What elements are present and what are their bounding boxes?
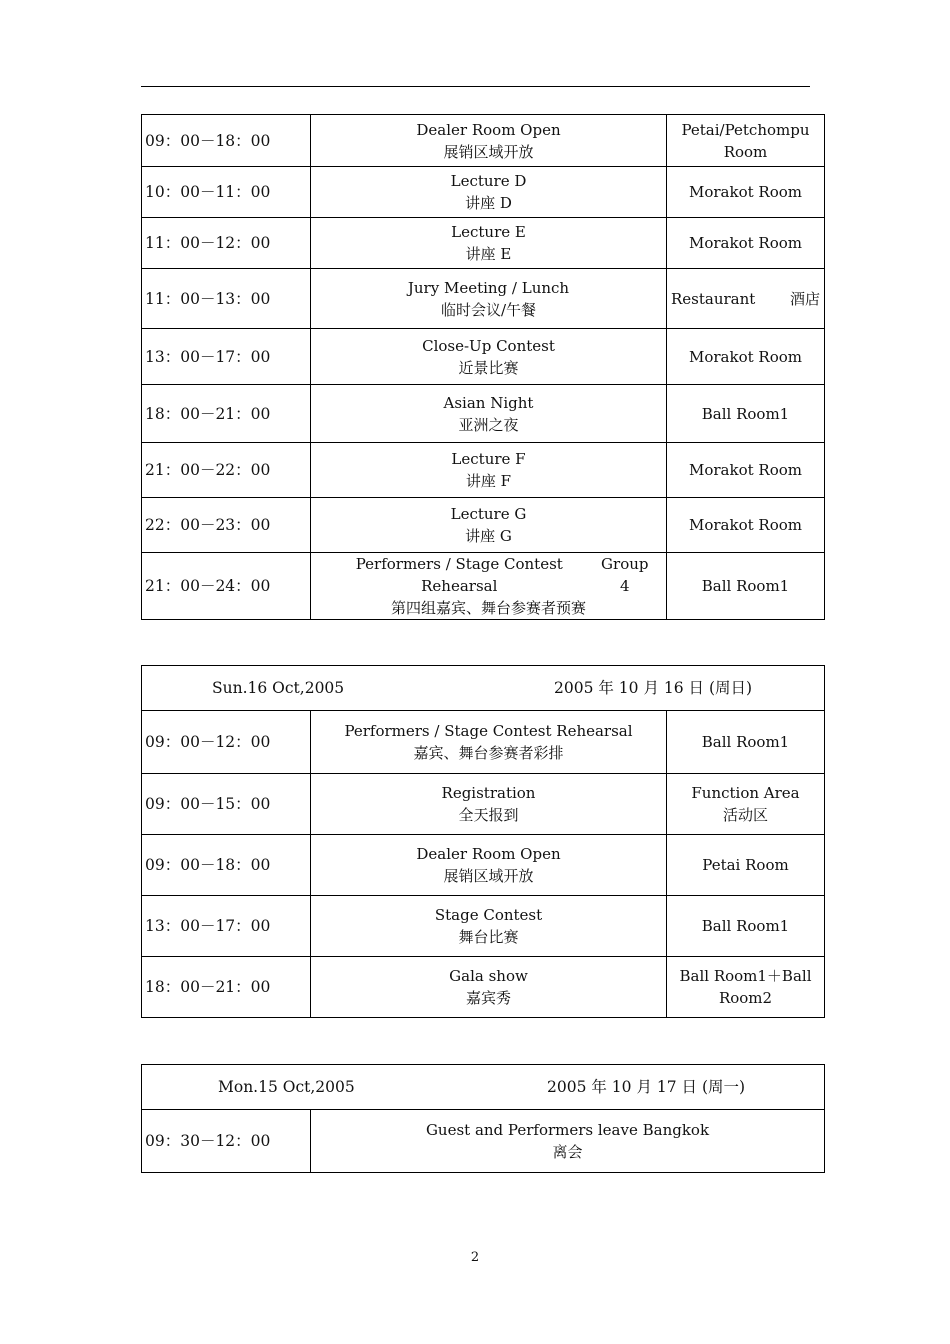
event-en: Gala show	[449, 967, 528, 985]
event-cell	[311, 115, 667, 167]
day-header-en: Mon.15 Oct,2005	[218, 1078, 355, 1096]
event-cn: 展销区域开放	[443, 142, 534, 161]
room-cell	[667, 115, 825, 167]
event-cell	[311, 835, 667, 896]
room-cell: Morakot Room	[667, 498, 825, 553]
header-rule	[141, 86, 810, 87]
schedule-table-day2	[141, 665, 825, 1018]
event-cn: 临时会议/午餐	[440, 300, 537, 319]
table-row	[142, 498, 825, 553]
event-en: Performers / Stage Contest Rehearsal	[344, 722, 633, 740]
event-cell	[311, 218, 667, 269]
room-cell	[667, 957, 825, 1018]
room-cell: Ball Room1	[667, 553, 825, 620]
room-line: Room	[723, 142, 768, 161]
room-cell: Ball Room1	[667, 896, 825, 957]
table-row	[142, 835, 825, 896]
event-cell	[311, 443, 667, 498]
event-cell	[311, 896, 667, 957]
event-cell	[311, 167, 667, 218]
room-cell: Ball Room1	[667, 385, 825, 443]
event-cell	[311, 385, 667, 443]
event-cell	[311, 329, 667, 385]
room-line: Function Area	[691, 784, 800, 802]
day-header-cn: 2005 年 10 月 16 日 (周日)	[554, 679, 753, 697]
room-cell	[667, 774, 825, 835]
room-cn: 酒店	[789, 289, 820, 308]
time-cell: 13：00－17：00	[142, 896, 311, 957]
table-row	[142, 443, 825, 498]
event-en: Lecture D	[450, 172, 527, 190]
event-cell	[311, 957, 667, 1018]
event-cn: 展销区域开放	[443, 867, 534, 885]
time-cell: 11：00－13：00	[142, 269, 311, 329]
table-row	[142, 329, 825, 385]
event-en: Guest and Performers leave Bangkok	[425, 1121, 710, 1139]
event-cell	[311, 1110, 825, 1173]
room-line: Petai/Petchompu	[681, 120, 810, 139]
time-cell: 18：00－21：00	[142, 385, 311, 443]
room-line: Ball Room1＋Ball	[679, 967, 812, 985]
event-cell	[311, 774, 667, 835]
event-en: Lecture F	[451, 450, 526, 468]
time-cell: 09：00－15：00	[142, 774, 311, 835]
time-cell: 13：00－17：00	[142, 329, 311, 385]
event-cn: 嘉宾、舞台参赛者彩排	[413, 744, 564, 762]
time-cell: 09：30－12：00	[142, 1110, 311, 1173]
table-row	[142, 957, 825, 1018]
room-cell: Morakot Room	[667, 167, 825, 218]
event-cn: 讲座 D	[465, 194, 512, 212]
time-cell: 18：00－21：00	[142, 957, 311, 1018]
event-cn: 全天报到	[458, 806, 519, 824]
table-row	[142, 896, 825, 957]
table-row	[142, 269, 825, 329]
event-en: Jury Meeting / Lunch	[407, 278, 570, 297]
event-cn: 讲座 F	[465, 472, 512, 490]
event-en: Registration	[441, 784, 536, 802]
room-line: 活动区	[722, 806, 768, 824]
time-cell: 09：00－12：00	[142, 711, 311, 774]
room-cell: Morakot Room	[667, 443, 825, 498]
event-cn: 舞台比赛	[458, 928, 519, 946]
day-header-row	[142, 666, 825, 711]
page-number: 2	[470, 1250, 480, 1265]
event-group: Group 4	[601, 555, 649, 595]
day-header-cn: 2005 年 10 月 17 日 (周一)	[547, 1078, 746, 1096]
table-row	[142, 711, 825, 774]
time-cell: 09：00－18：00	[142, 115, 311, 167]
event-en: Lecture E	[451, 223, 526, 241]
event-cell	[311, 711, 667, 774]
room-cell: Petai Room	[667, 835, 825, 896]
event-cn: 离会	[552, 1143, 583, 1161]
schedule-table-day3	[141, 1064, 825, 1173]
event-cell	[311, 553, 667, 620]
room-cell: Ball Room1	[667, 711, 825, 774]
time-cell: 09：00－18：00	[142, 835, 311, 896]
day-header	[142, 666, 825, 711]
event-cell	[311, 269, 667, 329]
event-en: Asian Night	[443, 393, 534, 412]
day-header	[142, 1065, 825, 1110]
table-row	[142, 774, 825, 835]
event-cn: 讲座 E	[465, 245, 512, 263]
table-row	[142, 553, 825, 620]
time-cell: 10：00－11：00	[142, 167, 311, 218]
event-en: Close-Up Contest	[422, 336, 555, 355]
event-en: Lecture G	[450, 505, 527, 523]
table-row	[142, 115, 825, 167]
time-cell: 21：00－24：00	[142, 553, 311, 620]
day-header-en: Sun.16 Oct,2005	[212, 679, 345, 697]
event-en: Dealer Room Open	[416, 845, 561, 863]
time-cell: 11：00－12：00	[142, 218, 311, 269]
room-cell: Morakot Room	[667, 329, 825, 385]
event-en: Stage Contest	[434, 906, 543, 924]
event-en: Dealer Room Open	[416, 120, 561, 139]
event-cn: 亚洲之夜	[458, 415, 519, 434]
room-cell: Morakot Room	[667, 218, 825, 269]
event-cell	[311, 498, 667, 553]
time-cell: 22：00－23：00	[142, 498, 311, 553]
table-row	[142, 167, 825, 218]
room-cell	[667, 269, 825, 329]
table-row	[142, 218, 825, 269]
event-cn: 讲座 G	[465, 527, 512, 545]
table-row	[142, 385, 825, 443]
day-header-row	[142, 1065, 825, 1110]
table-row	[142, 1110, 825, 1173]
event-cn: 近景比赛	[458, 358, 519, 377]
time-cell: 21：00－22：00	[142, 443, 311, 498]
schedule-table-day1	[141, 114, 825, 620]
event-cn: 嘉宾秀	[465, 989, 511, 1007]
event-en: Performers / Stage Contest Rehearsal	[355, 555, 563, 595]
room-en: Restaurant	[671, 289, 756, 308]
event-cn: 第四组嘉宾、舞台参赛者预赛	[390, 599, 586, 617]
room-line: Room2	[718, 989, 773, 1007]
